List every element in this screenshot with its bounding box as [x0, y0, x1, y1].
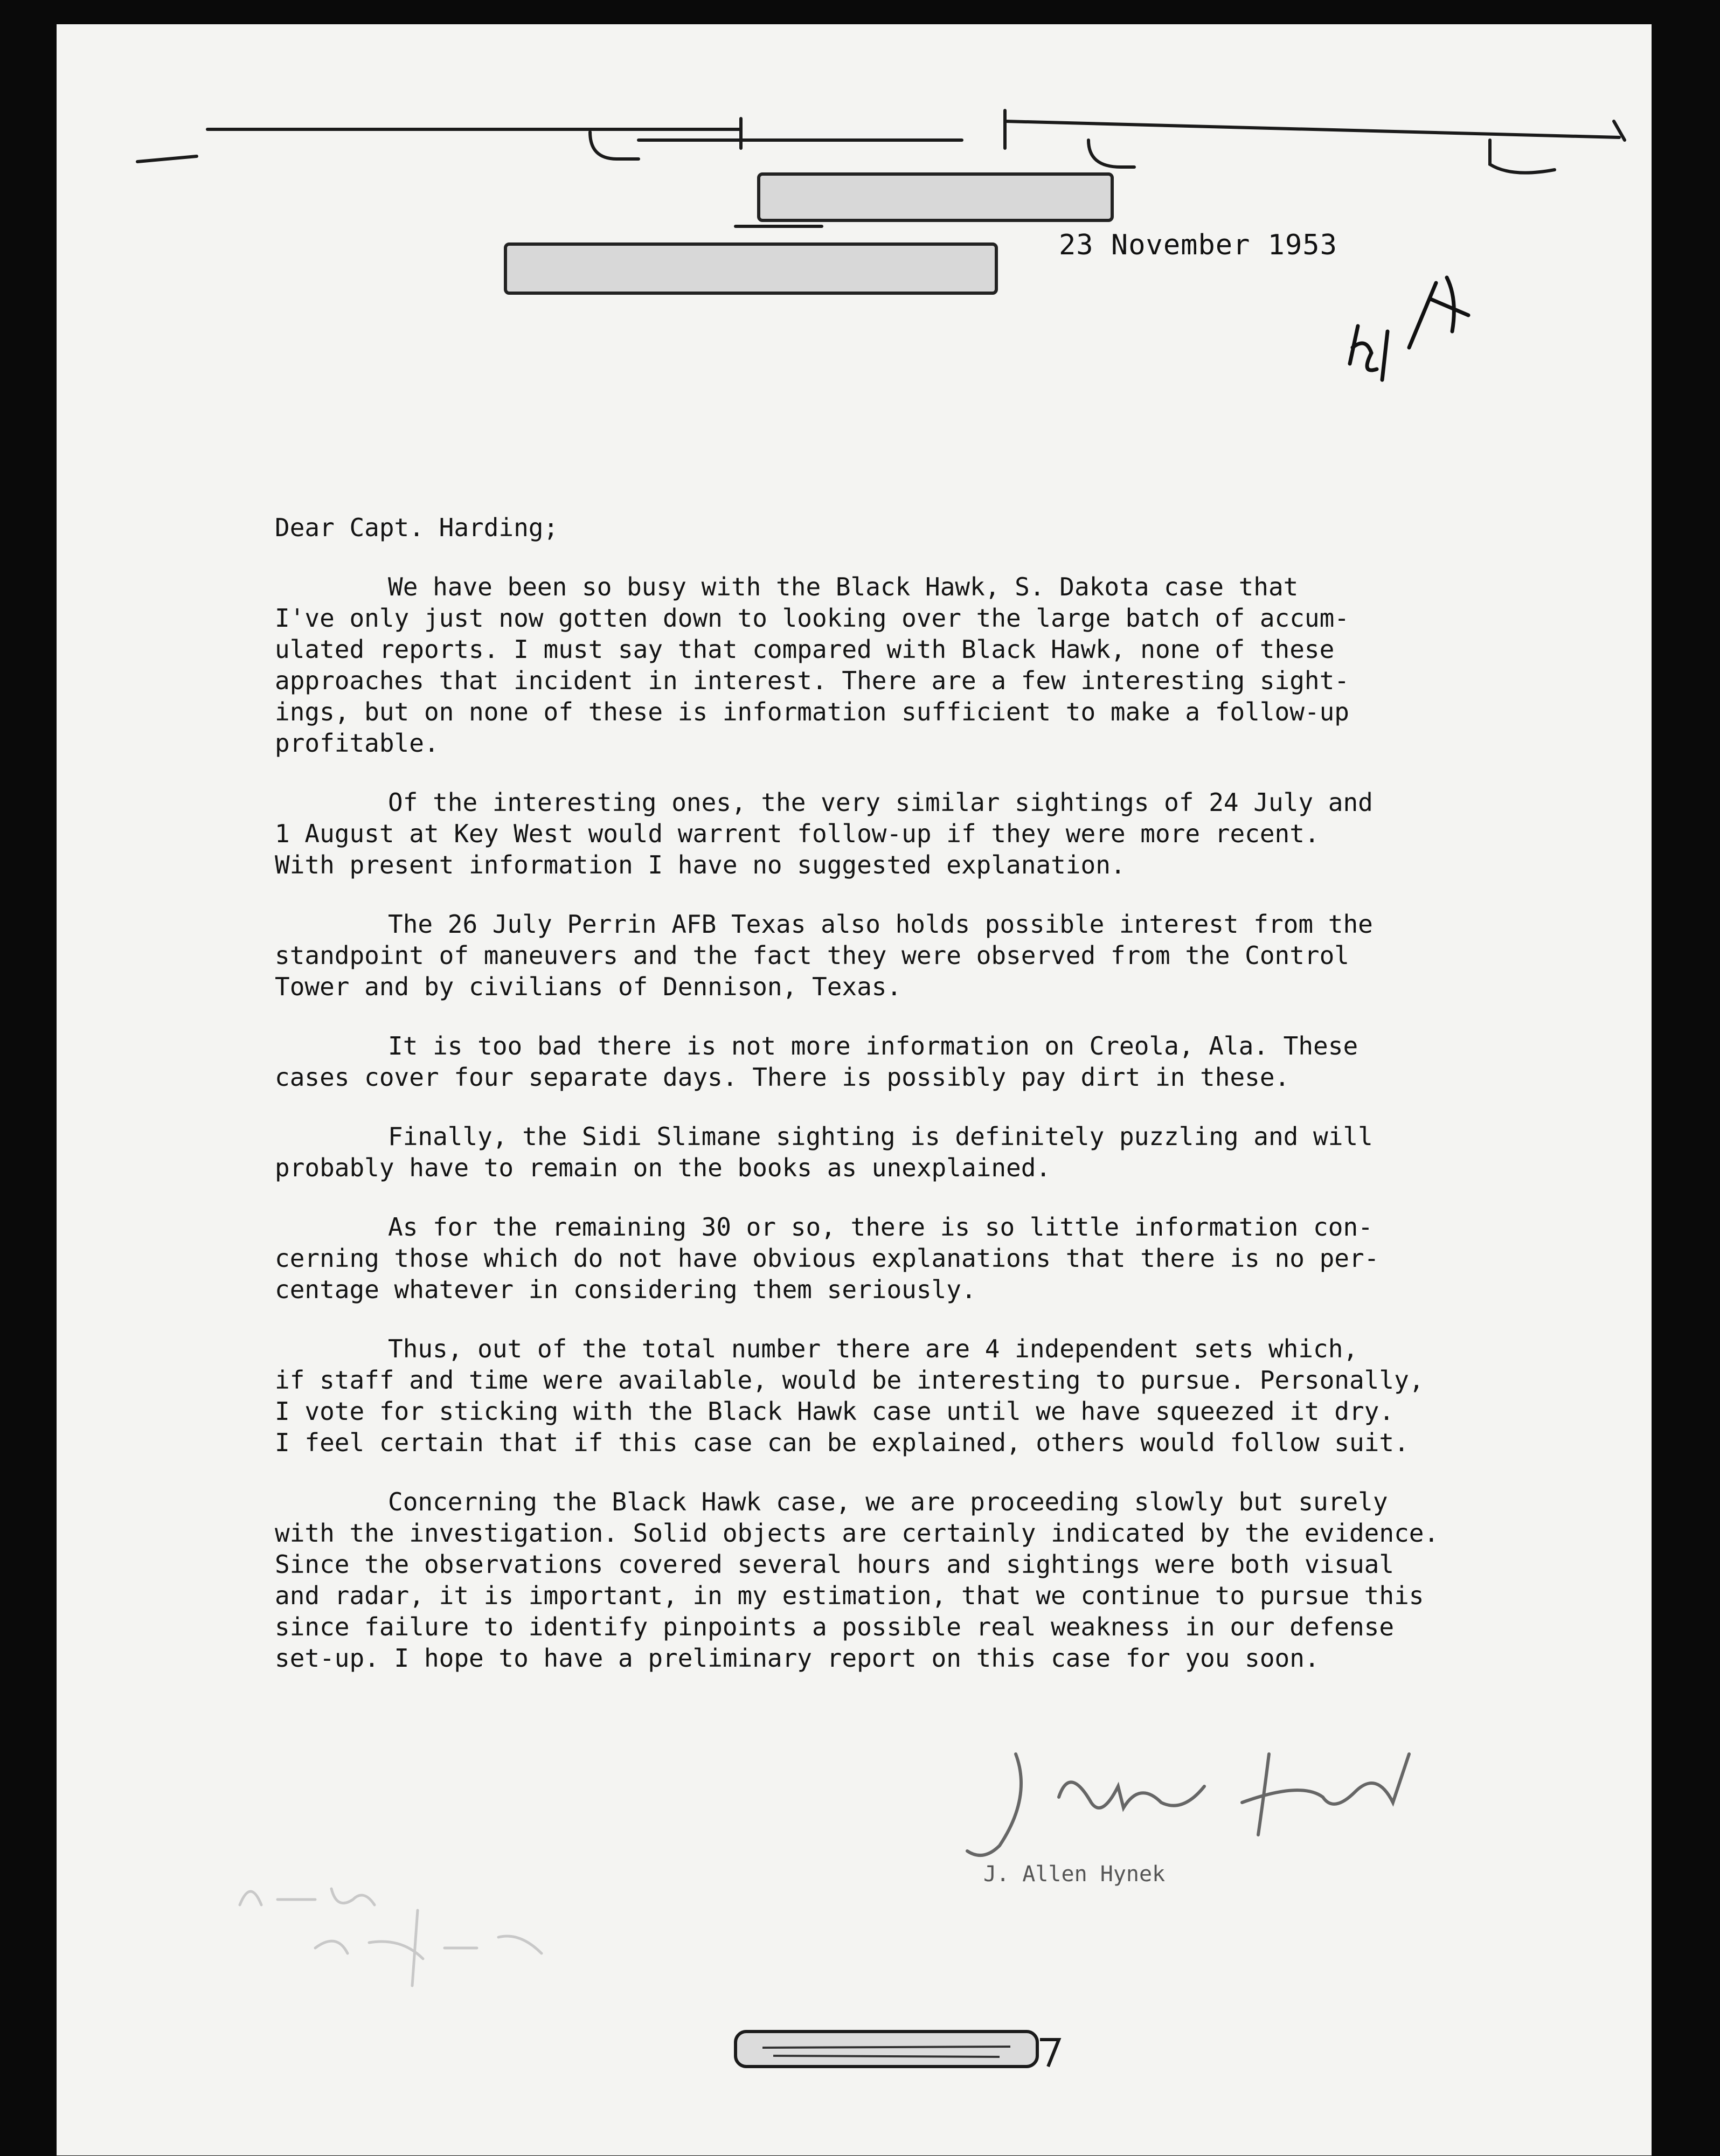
paragraph: [275, 1211, 1568, 1305]
salutation: Dear Capt. Harding;: [275, 513, 559, 542]
redaction-block-middle: [504, 242, 998, 295]
paragraph-line: I vote for sticking with the Black Hawk case until we have squeezed it dry.: [275, 1397, 1395, 1426]
paragraph-line: Tower and by civilians of Dennison, Texas.: [275, 972, 902, 1001]
paragraph-line: It is too bad there is not more information on Creola, Ala. These: [388, 1031, 1358, 1060]
paragraph: [275, 571, 1568, 759]
paragraph-line: I've only just now gotten down to looking over the large batch of accum-: [275, 604, 1349, 633]
paragraph-line: approaches that incident in interest. There are a few interesting sight-: [275, 666, 1349, 695]
redaction-block-top: [757, 172, 1114, 222]
paragraph-line: Since the observations covered several hours and sightings were both visual: [275, 1550, 1395, 1579]
paragraph-line: probably have to remain on the books as unexplained.: [275, 1153, 1051, 1182]
paragraph: [275, 909, 1568, 1002]
redacted-stamp: [730, 2026, 1080, 2075]
paragraph-line: and radar, it is important, in my estimation, that we continue to pursue this: [275, 1581, 1424, 1610]
paragraph-line: cases cover four separate days. There is possibly pay dirt in these.: [275, 1063, 1290, 1092]
paragraph-line: We have been so busy with the Black Hawk, S. Dakota case that: [388, 572, 1299, 601]
paragraph-line: Concerning the Black Hawk case, we are proceeding slowly but surely: [388, 1487, 1388, 1516]
paragraph: [275, 787, 1568, 881]
paragraph-line: With present information I have no suggested explanation.: [275, 850, 1126, 879]
paragraph: [275, 1333, 1568, 1458]
paragraph-line: As for the remaining 30 or so, there is so little information con-: [388, 1212, 1373, 1242]
paragraph-line: I feel certain that if this case can be explained, others would follow suit.: [275, 1428, 1409, 1457]
paragraph-line: Of the interesting ones, the very similar sightings of 24 July and: [388, 788, 1373, 817]
paragraph-line: Finally, the Sidi Slimane sighting is definitely puzzling and will: [388, 1122, 1373, 1151]
handwritten-initials: [1328, 267, 1522, 407]
paragraph: [275, 1030, 1568, 1093]
paragraph-line: The 26 July Perrin AFB Texas also holds possible interest from the: [388, 910, 1373, 939]
paragraph-line: with the investigation. Solid objects are certainly indicated by the evidence.: [275, 1519, 1439, 1548]
paragraph: [275, 1486, 1568, 1674]
paragraph-line: 1 August at Key West would warrent follow-up if they were more recent.: [275, 819, 1320, 848]
letter-page: [57, 24, 1652, 2155]
letter-date: 23 November 1953: [1059, 229, 1337, 261]
pencil-notation: [175, 1846, 660, 1996]
paragraph-line: ings, but on none of these is information sufficient to make a follow-up: [275, 697, 1349, 726]
signature: [892, 1722, 1485, 1873]
paragraph-line: standpoint of maneuvers and the fact they were observed from the Control: [275, 941, 1349, 970]
paragraph-line: Thus, out of the total number there are 4 independent sets which,: [388, 1334, 1358, 1363]
paragraph-line: set-up. I hope to have a preliminary report on this case for you soon.: [275, 1644, 1320, 1673]
signature-name: J. Allen Hynek: [983, 1862, 1166, 1887]
paragraph-line: ulated reports. I must say that compared with Black Hawk, none of these: [275, 635, 1335, 664]
paragraph-line: cerning those which do not have obvious explanations that there is no per-: [275, 1244, 1379, 1273]
paragraph-line: if staff and time were available, would be interesting to pursue. Personally,: [275, 1365, 1424, 1395]
paragraph-line: since failure to identify pinpoints a possible real weakness in our defense: [275, 1612, 1395, 1641]
paragraph-line: centage whatever in considering them seriously.: [275, 1275, 976, 1304]
letter-body: [275, 512, 1568, 1702]
paragraph-line: profitable.: [275, 729, 439, 758]
paragraph: [275, 1121, 1568, 1183]
paragraph-list: [275, 571, 1568, 1674]
